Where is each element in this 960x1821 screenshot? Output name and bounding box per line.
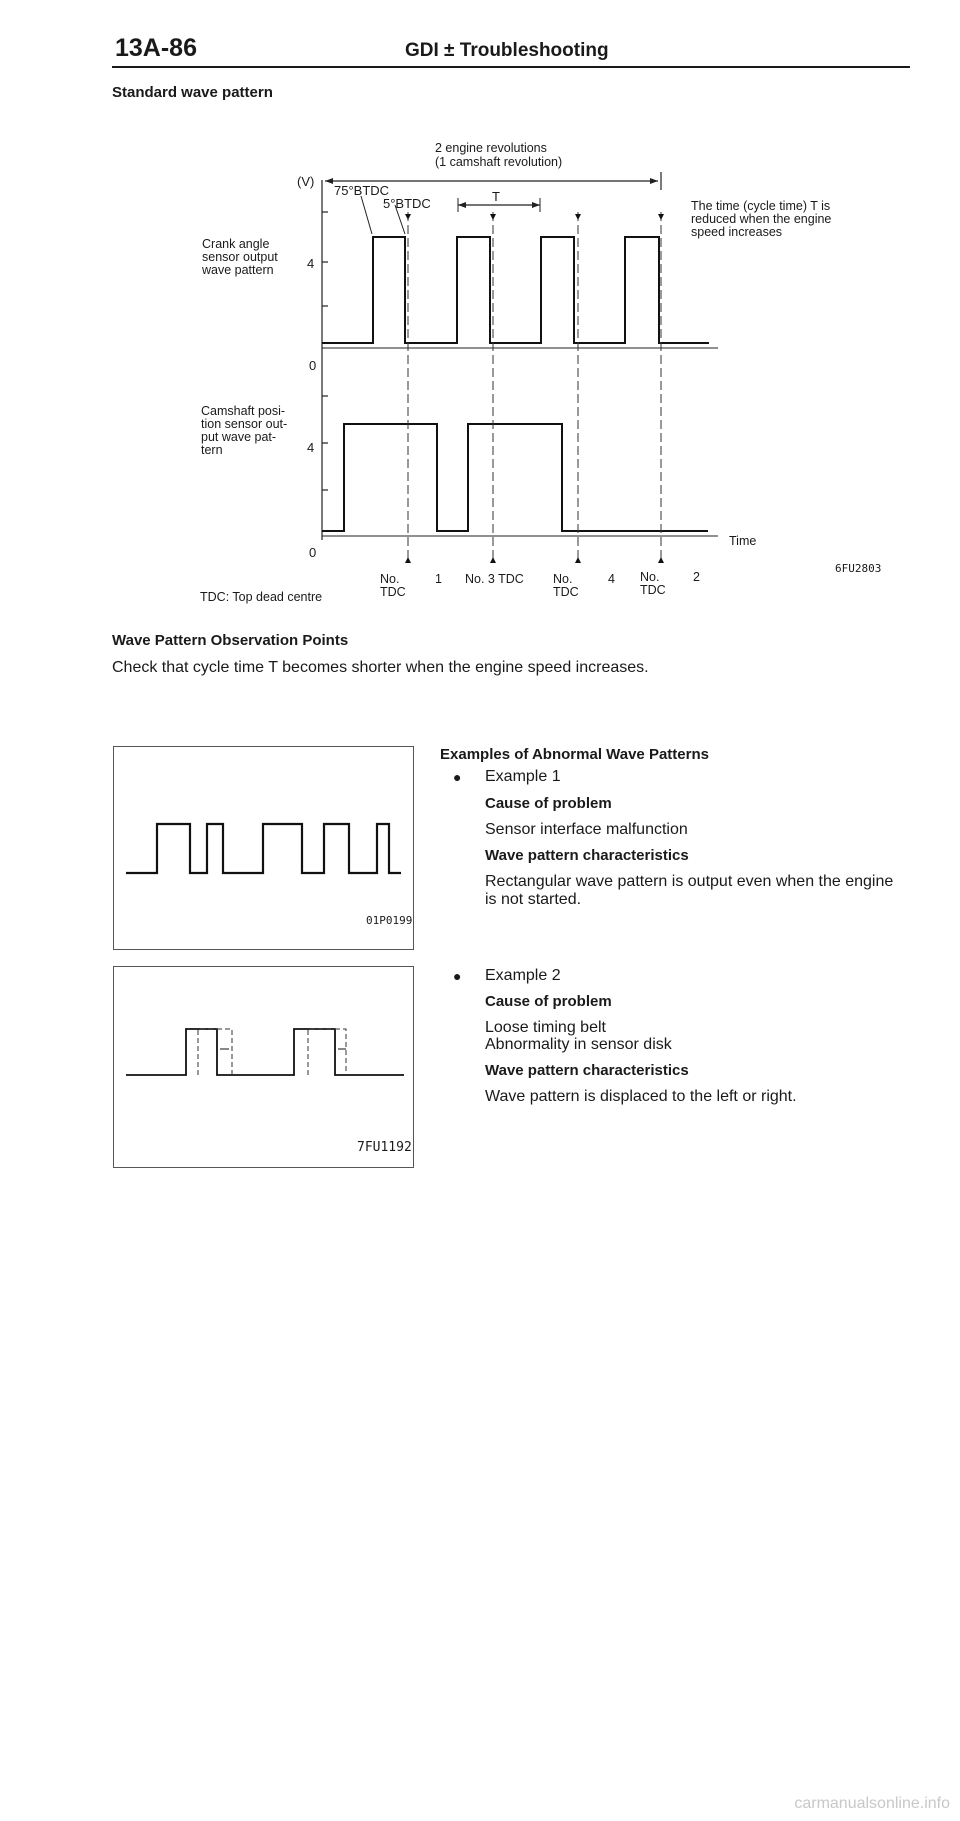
example2-wave: [126, 1029, 404, 1075]
cam-label-3: put wave pat-: [201, 430, 277, 444]
observation-text: Check that cycle time T becomes shorter when the engine speed increases.: [112, 659, 649, 676]
figure-code-example2: 7FU1192: [357, 1140, 412, 1155]
example2-cause-line1: Loose timing belt: [485, 1019, 606, 1036]
figure-code-example1: 01P0199: [366, 914, 413, 927]
standard-wave-svg: [0, 0, 960, 620]
tdc3-label: No. 3 TDC: [465, 572, 524, 586]
example2-cause-line2: Abnormality in sensor disk: [485, 1036, 672, 1053]
revolution-label-2: (1 camshaft revolution): [435, 155, 563, 169]
tdc-legend: TDC: Top dead centre: [200, 590, 323, 604]
tick-0-lower: 0: [309, 545, 317, 560]
example2-figure: [113, 966, 414, 1168]
cycle-time-label: T: [492, 189, 500, 204]
btdc75-leader: [361, 196, 372, 234]
tdc4-label-b: TDC: [553, 585, 579, 599]
example1-bullet: ●: [453, 769, 462, 785]
tdc2-label-a: No.: [640, 570, 660, 584]
tdc1-label-a: No.: [380, 572, 400, 586]
cycle-note-3: speed increases: [691, 225, 783, 239]
example1-char-heading: Wave pattern characteristics: [485, 847, 689, 864]
btdc5-label: 5°BTDC: [383, 196, 431, 211]
abnormal-heading: Examples of Abnormal Wave Patterns: [440, 746, 709, 763]
example1-char-line2: is not started.: [485, 891, 582, 908]
tdc2-number: 2: [693, 570, 700, 584]
cycle-note-2: reduced when the engine: [691, 212, 832, 226]
cycle-note-1: The time (cycle time) T is: [691, 199, 831, 213]
example2-title: Example 2: [485, 967, 561, 984]
page-title: GDI ± Troubleshooting: [405, 40, 609, 61]
example1-title: Example 1: [485, 768, 561, 785]
example2-wave-svg: [114, 967, 413, 1167]
tick-4-lower: 4: [307, 440, 315, 455]
example2-bullet: ●: [453, 968, 462, 984]
btdc75-label: 75°BTDC: [334, 183, 390, 198]
tdc1-number: 1: [435, 572, 442, 586]
example2-cause-heading: Cause of problem: [485, 993, 612, 1010]
tdc4-label-a: No.: [553, 572, 573, 586]
example2-char-heading: Wave pattern characteristics: [485, 1062, 689, 1079]
standard-wave-heading: Standard wave pattern: [112, 84, 273, 101]
tick-0-upper: 0: [309, 358, 317, 373]
observation-heading: Wave Pattern Observation Points: [112, 632, 349, 649]
standard-wave-diagram: [0, 0, 960, 620]
revolution-label-1: 2 engine revolutions: [435, 141, 547, 155]
example1-char-line1: Rectangular wave pattern is output even when the engine: [485, 873, 894, 890]
tick-4-upper: 4: [307, 256, 315, 271]
tdc2-label-b: TDC: [640, 583, 666, 597]
tdc1-label-b: TDC: [380, 585, 406, 599]
example1-figure: [113, 746, 414, 950]
figure-code-standard: 6FU2803: [835, 562, 882, 575]
crank-label-2: sensor output: [202, 250, 278, 264]
unit-label: (V): [297, 174, 315, 189]
tdc4-number: 4: [608, 572, 615, 586]
camshaft-wave: [322, 424, 708, 531]
crank-angle-wave: [322, 237, 709, 343]
cam-label-2: tion sensor out-: [201, 417, 288, 431]
example1-wave: [126, 824, 401, 873]
example2-displaced-wave: [198, 1029, 346, 1075]
time-label: Time: [729, 534, 757, 548]
example1-cause-heading: Cause of problem: [485, 795, 612, 812]
tdc-dashed-lines: [408, 212, 661, 560]
axis-ticks: [322, 212, 328, 490]
example2-char: Wave pattern is displaced to the left or right.: [485, 1088, 797, 1105]
example1-cause: Sensor interface malfunction: [485, 821, 688, 838]
watermark: carmanualsonline.info: [794, 1795, 950, 1812]
cam-label-4: tern: [201, 443, 223, 457]
crank-label-1: Crank angle: [202, 237, 270, 251]
tdc-bottom-markers: [405, 557, 664, 563]
tdc-top-markers: [405, 214, 664, 220]
cam-label-1: Camshaft posi-: [201, 404, 286, 418]
crank-label-3: wave pattern: [202, 263, 274, 277]
page-number: 13A-86: [115, 34, 197, 62]
